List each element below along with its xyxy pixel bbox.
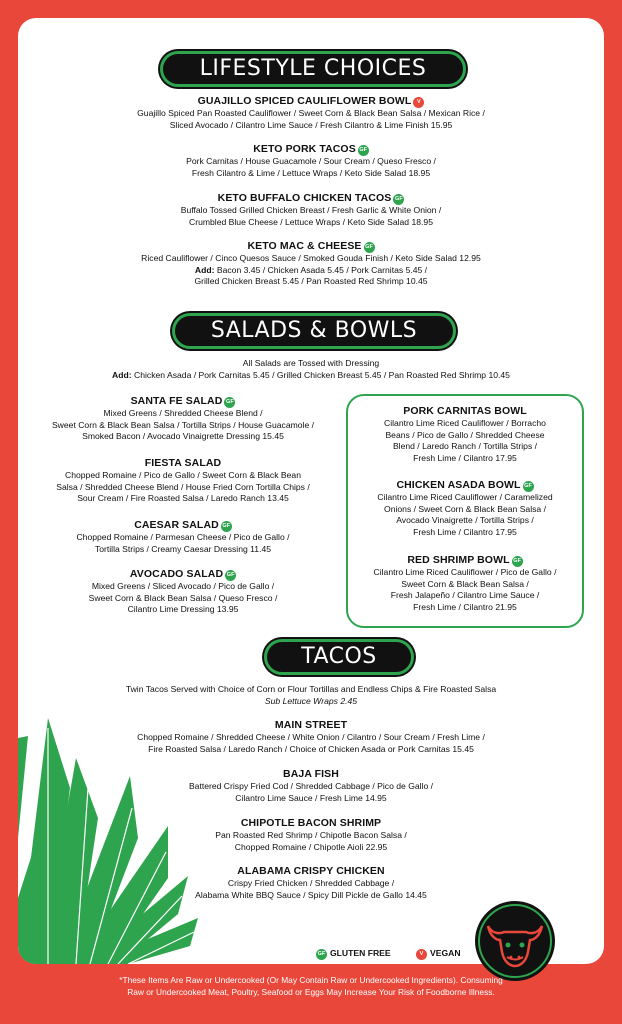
- add-label: Add:: [112, 369, 132, 380]
- item-name: ALABAMA CRISPY CHICKEN: [237, 865, 385, 877]
- disclaimer-line: Raw or Undercooked Meat, Poultry, Seafood or Eggs May Increase Your Risk of Foodborne Illness.: [127, 987, 495, 997]
- legend-gluten-free: [316, 947, 391, 960]
- item-desc: Blend / Laredo Ranch / Tortilla Strips /: [392, 441, 538, 451]
- item-name: PORK CARNITAS BOWL: [403, 405, 527, 417]
- vegan-icon: V: [413, 97, 424, 108]
- tacos-intro: [18, 684, 604, 707]
- add-options: Grilled Chicken Breast 5.45 / Pan Roasted Red Shrimp 10.45: [194, 276, 428, 286]
- menu-panel: [18, 18, 604, 964]
- menu-item: [18, 94, 604, 131]
- item-desc: Salsa / Shredded Cheese Blend / House Fried Corn Tortilla Chips /: [56, 481, 310, 492]
- item-desc: Guajillo Spiced Pan Roasted Cauliflower / Sweet Corn & Black Bean Salsa / Mexican Rice /: [137, 108, 485, 118]
- item-desc: Sliced Avocado / Cilantro Lime Sauce / Fresh Cilantro & Lime Finish 15.95: [169, 119, 453, 130]
- menu-item: [18, 767, 604, 804]
- item-name: MAIN STREET: [274, 719, 348, 731]
- item-desc: Cilantro Lime Dressing 13.95: [127, 604, 239, 614]
- legend-label: VEGAN: [430, 948, 461, 958]
- item-desc: Chopped Romaine / Parmesan Cheese / Pico de Gallo /: [76, 532, 290, 542]
- item-desc: Sweet Corn & Black Bean Salsa / Tortilla Strips / House Guacamole /: [51, 419, 315, 430]
- item-desc: Fresh Lime / Cilantro 17.95: [413, 526, 517, 537]
- tacos-note: Twin Tacos Served with Choice of Corn or Flour Tortillas and Endless Chips & Fire Roasted Salsa: [125, 684, 497, 694]
- item-desc: Chopped Romaine / Chipotle Aioli 22.95: [234, 841, 388, 852]
- item-desc: Cilantro Lime Sauce / Fresh Lime 14.95: [235, 792, 387, 803]
- section-banner-salads: SALADS & BOWLS: [172, 313, 456, 349]
- item-desc: Smoked Bacon / Avocado Vinaigrette Dressing 15.45: [82, 431, 284, 441]
- menu-item: [28, 394, 338, 443]
- item-desc: Crumbled Blue Cheese / Lettuce Wraps / Keto Side Salad 18.95: [189, 216, 433, 227]
- gluten-free-icon: GF: [358, 145, 369, 156]
- item-name: CHIPOTLE BACON SHRIMP: [240, 817, 382, 829]
- item-desc: Mixed Greens / Shredded Cheese Blend /: [103, 408, 263, 418]
- item-desc: Pork Carnitas / House Guacamole / Sour Cream / Queso Fresco /: [186, 156, 436, 166]
- item-desc: Beans / Pico de Gallo / Shredded Cheese: [385, 429, 545, 440]
- item-name: KETO MAC & CHEESE: [247, 240, 362, 252]
- menu-item: [18, 816, 604, 853]
- menu-item: [28, 456, 338, 505]
- salads-intro: [18, 358, 604, 381]
- gluten-free-icon: GF: [221, 521, 232, 532]
- item-name: CHICKEN ASADA BOWL: [396, 479, 521, 491]
- item-name: SANTA FE SALAD: [130, 395, 223, 407]
- gluten-free-icon: GF: [224, 397, 235, 408]
- gluten-free-icon: GF: [225, 570, 236, 581]
- sub-note: Sub Lettuce Wraps 2.45: [264, 695, 358, 706]
- bowls-box: [346, 394, 584, 628]
- item-name: FIESTA SALAD: [144, 457, 222, 469]
- gluten-free-icon: GF: [393, 194, 404, 205]
- gluten-free-icon: GF: [523, 481, 534, 492]
- vegan-icon: V: [416, 949, 427, 960]
- item-desc: Onions / Sweet Corn & Black Bean Salsa /: [384, 503, 546, 514]
- menu-item: [348, 478, 582, 538]
- item-desc: Buffalo Tossed Grilled Chicken Breast / Fresh Garlic & White Onion /: [180, 205, 442, 215]
- item-desc: Chopped Romaine / Pico de Gallo / Sweet Corn & Black Bean: [65, 470, 301, 480]
- item-desc: Fire Roasted Salsa / Laredo Ranch / Choice of Chicken Asada or Pork Carnitas 15.45: [148, 743, 474, 754]
- item-desc: Fresh Jalapeño / Cilantro Lime Sauce /: [390, 590, 540, 600]
- section-banner-tacos: TACOS: [264, 639, 414, 675]
- section-banner-lifestyle: LIFESTYLE CHOICES: [160, 51, 466, 87]
- item-desc: Fresh Cilantro & Lime / Lettuce Wraps / Keto Side Salad 18.95: [191, 167, 431, 178]
- disclaimer-line: *These Items Are Raw or Undercooked (Or May Contain Raw or Undercooked Ingredients). Consuming: [119, 975, 503, 985]
- gluten-free-icon: GF: [364, 242, 375, 253]
- item-desc: Crispy Fried Chicken / Shredded Cabbage /: [227, 878, 395, 888]
- menu-item: [18, 142, 604, 179]
- raw-food-disclaimer: [24, 974, 598, 998]
- gluten-free-icon: GF: [512, 556, 523, 567]
- item-desc: Sour Cream / Fire Roasted Salsa / Laredo Ranch 13.45: [77, 493, 289, 503]
- item-desc: Alabama White BBQ Sauce / Spicy Dill Pickle de Gallo 14.45: [195, 889, 427, 900]
- menu-item: [28, 567, 338, 616]
- bull-logo-icon: [474, 900, 556, 982]
- menu-item: [348, 404, 582, 464]
- item-name: AVOCADO SALAD: [129, 568, 224, 580]
- item-name: BAJA FISH: [283, 768, 339, 780]
- salads-note: All Salads are Tossed with Dressing: [242, 358, 380, 368]
- add-options: Chicken Asada / Pork Carnitas 5.45 / Grilled Chicken Breast 5.45 / Pan Roasted Red Shrimp 10.45: [134, 369, 510, 380]
- item-desc: Pan Roasted Red Shrimp / Chipotle Bacon Salsa /: [215, 830, 407, 840]
- menu-item: [18, 191, 604, 228]
- item-desc: Fresh Lime / Cilantro 17.95: [413, 452, 517, 463]
- add-label: Add:: [194, 264, 215, 275]
- item-desc: Chopped Romaine / Shredded Cheese / White Onion / Cilantro / Sour Cream / Fresh Lime /: [137, 732, 485, 742]
- legend-vegan: [416, 947, 461, 960]
- add-options: Bacon 3.45 / Chicken Asada 5.45 / Pork Carnitas 5.45 /: [216, 264, 428, 275]
- item-desc: Fresh Lime / Cilantro 21.95: [413, 601, 517, 612]
- legend-label: GLUTEN FREE: [330, 948, 391, 958]
- menu-item: [28, 518, 338, 555]
- item-name: KETO PORK TACOS: [253, 143, 356, 155]
- gluten-free-icon: GF: [316, 949, 327, 960]
- item-name: KETO BUFFALO CHICKEN TACOS: [217, 192, 392, 204]
- item-desc: Cilantro Lime Riced Cauliflower / Borracho: [384, 418, 546, 428]
- item-desc: Riced Cauliflower / Cinco Quesos Sauce / Smoked Gouda Finish / Keto Side Salad 12.95: [141, 253, 481, 263]
- item-name: GUAJILLO SPICED CAULIFLOWER BOWL: [197, 95, 412, 107]
- item-name: CAESAR SALAD: [134, 519, 219, 531]
- menu-item: [18, 864, 604, 901]
- menu-item: [348, 553, 582, 613]
- item-desc: Sweet Corn & Black Bean Salsa / Queso Fresco /: [88, 592, 278, 603]
- item-desc: Tortilla Strips / Creamy Caesar Dressing 11.45: [94, 543, 272, 554]
- item-desc: Sweet Corn & Black Bean Salsa /: [401, 578, 529, 589]
- item-desc: Avocado Vinaigrette / Tortilla Strips /: [396, 515, 534, 525]
- item-desc: Mixed Greens / Sliced Avocado / Pico de Gallo /: [91, 581, 275, 591]
- menu-item: [18, 239, 604, 288]
- item-desc: Cilantro Lime Riced Cauliflower / Pico de Gallo /: [373, 567, 557, 577]
- item-name: RED SHRIMP BOWL: [407, 554, 510, 566]
- item-desc: Battered Crispy Fried Cod / Shredded Cabbage / Pico de Gallo /: [188, 781, 434, 791]
- menu-item: [18, 718, 604, 755]
- item-desc: Cilantro Lime Riced Cauliflower / Caramelized: [377, 492, 553, 502]
